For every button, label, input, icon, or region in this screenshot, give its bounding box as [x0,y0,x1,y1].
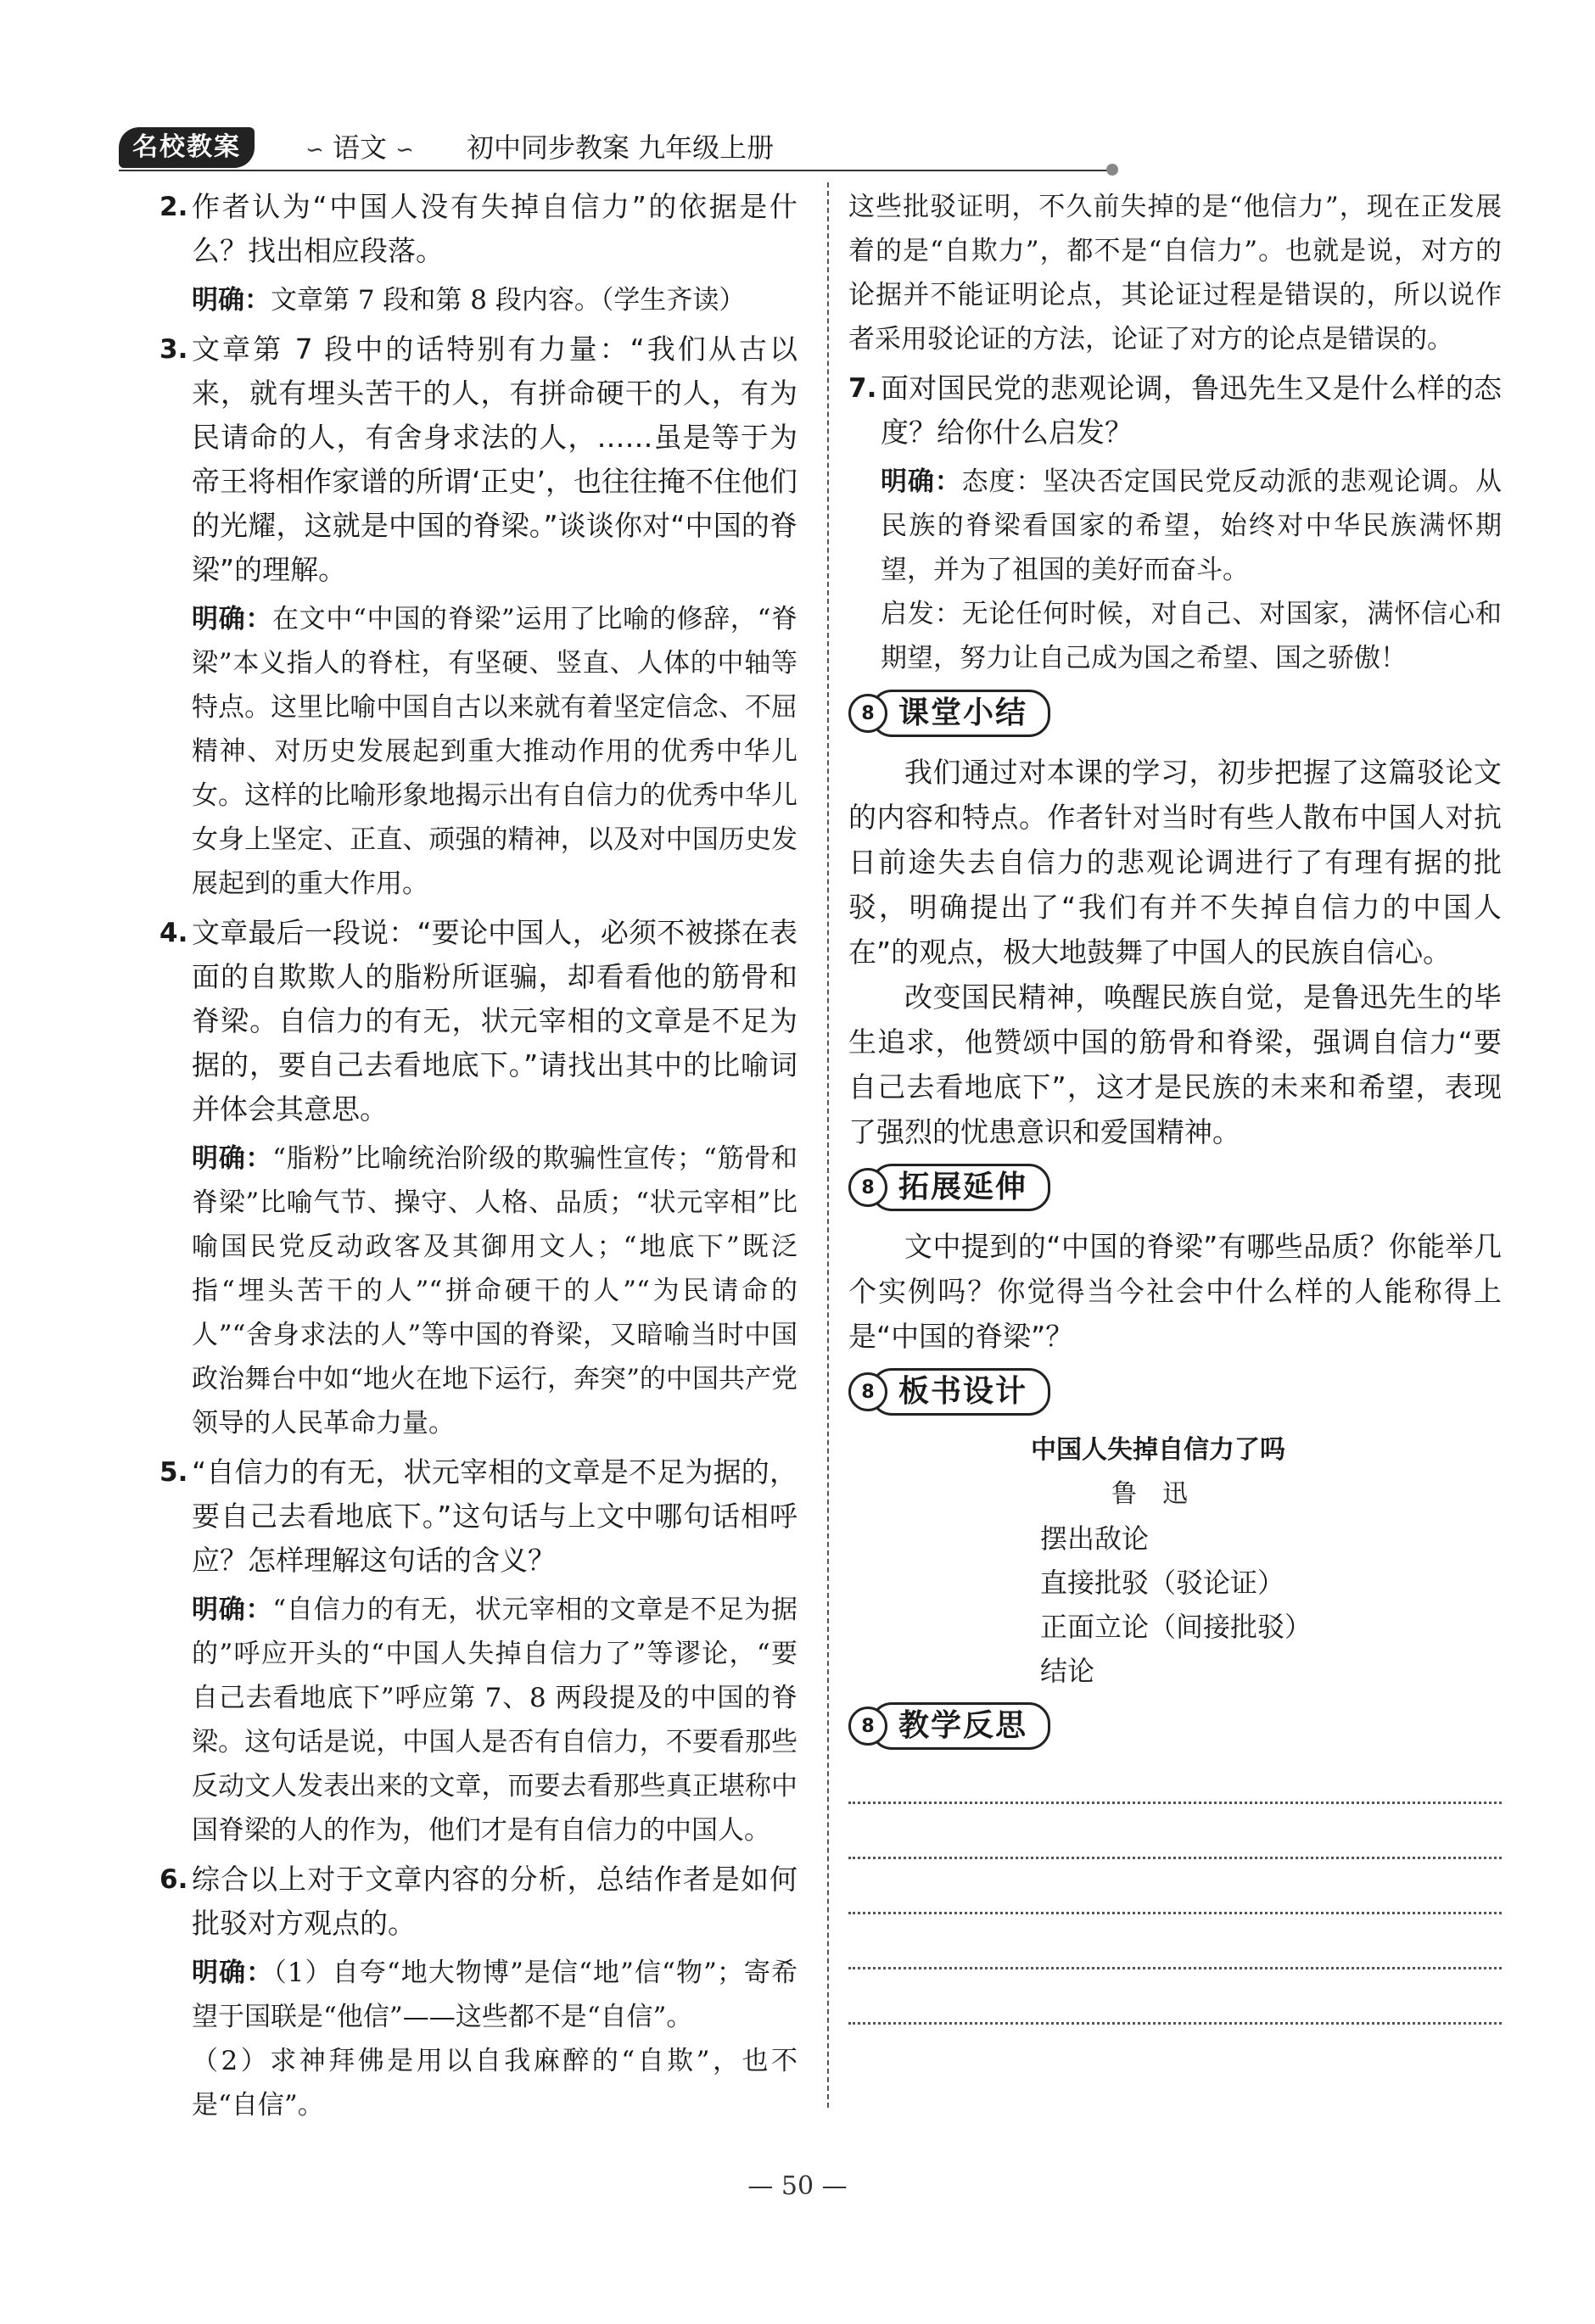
answer [160,597,798,906]
question-5 [160,1450,798,1852]
question-text: 作者认为“中国人没有失掉自信力”的依据是什么？找出相应段落。 [192,190,798,267]
question-number: 6. [160,1864,188,1895]
summary-paragraph-2: 改变国民精神，唤醒民族自觉，是鲁迅先生的毕生追求，他赞颂中国的筋骨和脊梁，强调自信力“要自己去看地底下”，这才是民族的未来和希望，表现了强烈的忧患意识和爱国精神。 [848,980,1502,1148]
question-number: 3. [160,334,188,365]
answer-label: 明确： [192,285,271,316]
answer-text: 态度：坚决否定国民党反动派的悲观论调。从民族的脊梁看国家的希望，始终对中华民族满怀期望，并为了祖国的美好而奋斗。 [881,466,1503,585]
page-number: — 50 — [747,2171,848,2201]
question-6 [160,1858,798,2127]
board-lesson-title: 中国人失掉自信力了吗 [1031,1435,1285,1465]
swirl-left-icon: ∽ [305,137,324,163]
answer [160,1137,798,1445]
question-2 [160,185,798,322]
question-text: “自信力的有无，状元宰相的文章是不足为据的，要自己去看地底下。”这句话与上文中哪句话相呼应？怎样理解这句话的含义？ [192,1455,798,1577]
extend-paragraph: 文中提到的“中国的脊梁”有哪些品质？你能举几个实例吗？你觉得当今社会中什么样的人能称得上是“中国的脊梁”？ [848,1230,1502,1353]
writing-line [848,1912,1502,1914]
question-number: 7. [848,373,877,404]
board-item: 正面立论（间接批驳） [1040,1611,1312,1643]
section-badge-icon: 8 [848,1168,887,1207]
reflection-lines [848,1802,1502,2025]
question-number: 2. [160,192,188,222]
writing-line [848,1802,1502,1804]
answer [848,460,1502,592]
answer-part-2: （2）求神拜佛是用以自我麻醉的“自欺”，也不是“自信”。 [192,2046,798,2120]
answer-text: 文章第 7 段和第 8 段内容。（学生齐读） [271,285,746,316]
answer-text: “自信力的有无，状元宰相的文章是不足为据的”呼应开头的“中国人失掉自信力了”等谬论，“要自己去看地底下”呼应第 7、8 两段提及的中国的脊梁。这句话是说，中国人是否有自信力，不要看那些反动文人发表出来的文章，而要去看那些真正堪称中国脊梁的人的作为，他们才是有自信力的中国人。 [192,1595,798,1846]
section-extend-heading [848,1163,1502,1212]
section-badge-icon: 8 [848,694,887,733]
header-dot-icon [1106,164,1118,176]
question-text: 面对国民党的悲观论调，鲁迅先生又是什么样的态度？给你什么启发？ [881,372,1502,449]
section-title: 拓展延伸 [870,1164,1050,1211]
right-column [848,185,1502,2077]
board-item: 摆出敌论 [1040,1522,1150,1555]
answer-text: 在文中“中国的脊梁”运用了比喻的修辞，“脊梁”本义指人的脊柱，有坚硬、竖直、人体的中轴等特点。这里比喻中国自古以来就有着坚定信念、不屈精神、对历史发展起到重大推动作用的优秀中华儿女。这样的比喻形象地揭示出有自信力的优秀中华儿女身上坚定、正直、顽强的精神，以及对中国历史发展起到的重大作用。 [192,604,798,899]
section-title: 教学反思 [870,1702,1050,1750]
answer-label: 明确： [192,604,273,634]
summary-paragraph-1: 我们通过对本课的学习，初步把握了这篇驳论文的内容和特点。作者针对当时有些人散布中国人对抗日前途失去自信力的悲观论调进行了有理有据的批驳，明确提出了“我们有并不失掉自信力的中国人在”的观点，极大地鼓舞了中国人的民族自信心。 [848,756,1502,969]
question-text: 文章最后一段说：“要论中国人，必须不被搽在表面的自欺欺人的脂粉所诓骗，却看看他的筋骨和脊梁。自信力的有无，状元宰相的文章是不足为据的，要自己去看地底下。”请找出其中的比喻词并体会其意思。 [192,916,798,1126]
section-board-heading [848,1367,1502,1416]
answer-label: 明确： [192,1958,274,1988]
header-subject [305,131,414,167]
answer [160,1951,798,2039]
header-rule [119,170,1111,171]
board-item: 直接批驳（驳论证） [1040,1567,1285,1599]
writing-line [848,2022,1502,2025]
answer-label: 明确： [881,466,962,497]
left-column [160,185,798,2132]
question-number: 5. [160,1457,188,1488]
answer-text: “脂粉”比喻统治阶级的欺骗性宣传；“筋骨和脊梁”比喻气节、操守、人格、品质；“状元宰相”比喻国民党反动政客及其御用文人；“地底下”既泛指“埋头苦干的人”“拼命硬干的人”“为民请命的人”“舍身求法的人”等中国的脊梁，又暗喻当时中国政治舞台中如“地火在地下运行，奔突”的中国共产党领导的人民革命力量。 [192,1143,798,1439]
subject-label: 语文 [332,131,387,164]
page-header [119,127,1111,171]
question-text: 综合以上对于文章内容的分析，总结作者是如何批驳对方观点的。 [192,1863,798,1940]
question-7 [848,366,1502,680]
writing-line [848,1857,1502,1859]
question-3 [160,327,798,906]
header-book-title: 初中同步教案 九年级上册 [467,131,775,164]
board-author: 鲁迅 [1111,1479,1213,1509]
answer-label: 明确： [192,1143,273,1174]
section-title: 课堂小结 [870,690,1050,737]
answer-label: 明确： [192,1595,273,1625]
column-divider [827,182,829,2108]
logo-badge: 名校教案 [119,127,255,168]
question-text: 文章第 7 段中的话特别有力量：“我们从古以来，就有埋头苦干的人，有拼命硬干的人，有为民请命的人，有舍身求法的人，……虽是等于为帝王将相作家谱的所谓‘正史’，也往往掩不住他们的光耀，这就是中国的脊梁。”谈谈你对“中国的脊梁”的理解。 [192,332,798,586]
swirl-right-icon: ∽ [395,137,414,163]
answer-text: （1）自夸“地大物博”是信“地”信“物”；寄希望于国联是“他信”——这些都不是“自信”。 [192,1958,798,2032]
answer [160,278,798,322]
answer [160,1588,798,1852]
question-6-continued: 这些批驳证明，不久前失掉的是“他信力”，现在正发展着的是“自欺力”，都不是“自信力”。也就是说，对方的论据并不能证明论点，其论证过程是错误的，所以说作者采用驳论证的方法，论证了对方的论点是错误的。 [848,192,1502,355]
board-item: 结论 [1040,1655,1095,1687]
question-4 [160,911,798,1445]
question-number: 4. [160,918,188,948]
section-title: 板书设计 [870,1368,1050,1416]
section-badge-icon: 8 [848,1372,887,1411]
section-reflect-heading [848,1701,1502,1751]
section-summary-heading [848,689,1502,738]
section-badge-icon: 8 [848,1707,887,1746]
answer-part-2: 启发：无论任何时候，对自己、对国家，满怀信心和期望，努力让自己成为国之希望、国之骄傲！ [881,599,1502,673]
writing-line [848,1967,1502,1969]
